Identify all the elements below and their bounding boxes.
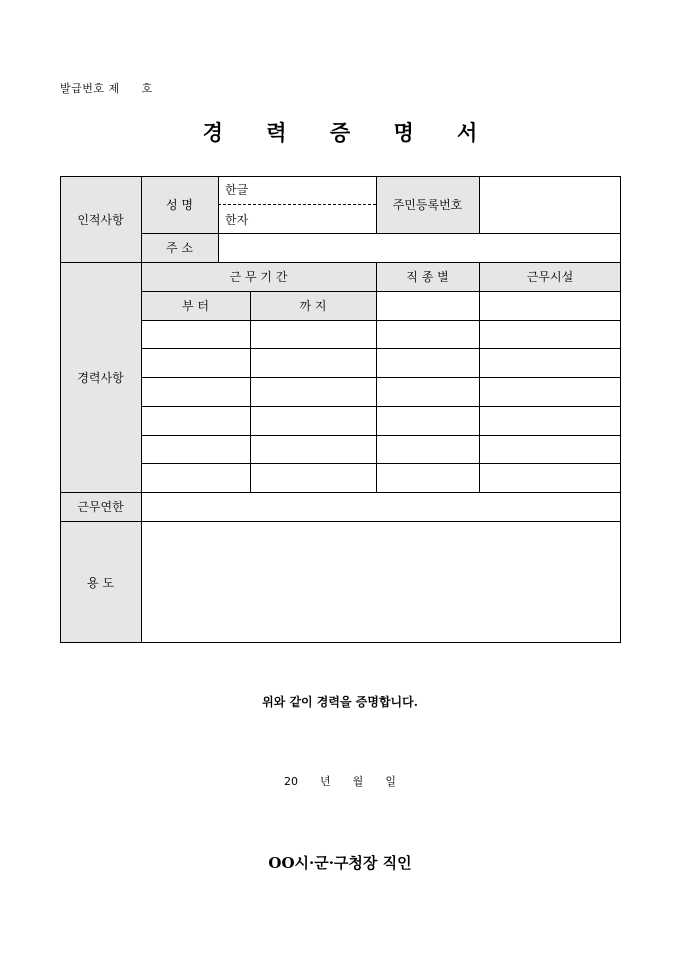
date-day-unit: 일	[385, 775, 396, 788]
name-label: 성 명	[141, 176, 218, 233]
from-label: 부 터	[141, 291, 250, 320]
issue-date	[0, 773, 680, 789]
confirmation-text: 위와 같이 경력을 증명합니다.	[262, 695, 418, 709]
date-month-unit: 월	[352, 775, 364, 788]
work-period-label: 근 무 기 간	[141, 262, 376, 291]
issue-prefix: 발급번호 제	[60, 82, 120, 95]
hanja-label: 한자	[225, 213, 249, 227]
address-label: 주 소	[141, 233, 218, 262]
workplace-label: 근무시설	[479, 262, 621, 291]
to-label: 까 지	[250, 291, 376, 320]
date-year: 20	[284, 775, 299, 788]
issue-number-line	[60, 80, 153, 96]
form-border	[60, 176, 621, 643]
career-certificate-form	[60, 176, 621, 643]
years-label: 근무연한	[60, 492, 141, 521]
issue-suffix: 호	[141, 82, 153, 95]
hangul-label: 한글	[225, 183, 249, 197]
purpose-label: 용 도	[60, 521, 141, 643]
personal-section-label: 인적사항	[60, 176, 141, 262]
job-type-label: 직 종 별	[376, 262, 479, 291]
signer-seal: OO시·군·구청장 직인	[268, 854, 412, 872]
resident-no-label: 주민등록번호	[376, 176, 479, 233]
document-title: 경 력 증 명 서	[202, 120, 496, 145]
date-year-unit: 년	[320, 775, 331, 788]
career-section-label: 경력사항	[60, 262, 141, 492]
